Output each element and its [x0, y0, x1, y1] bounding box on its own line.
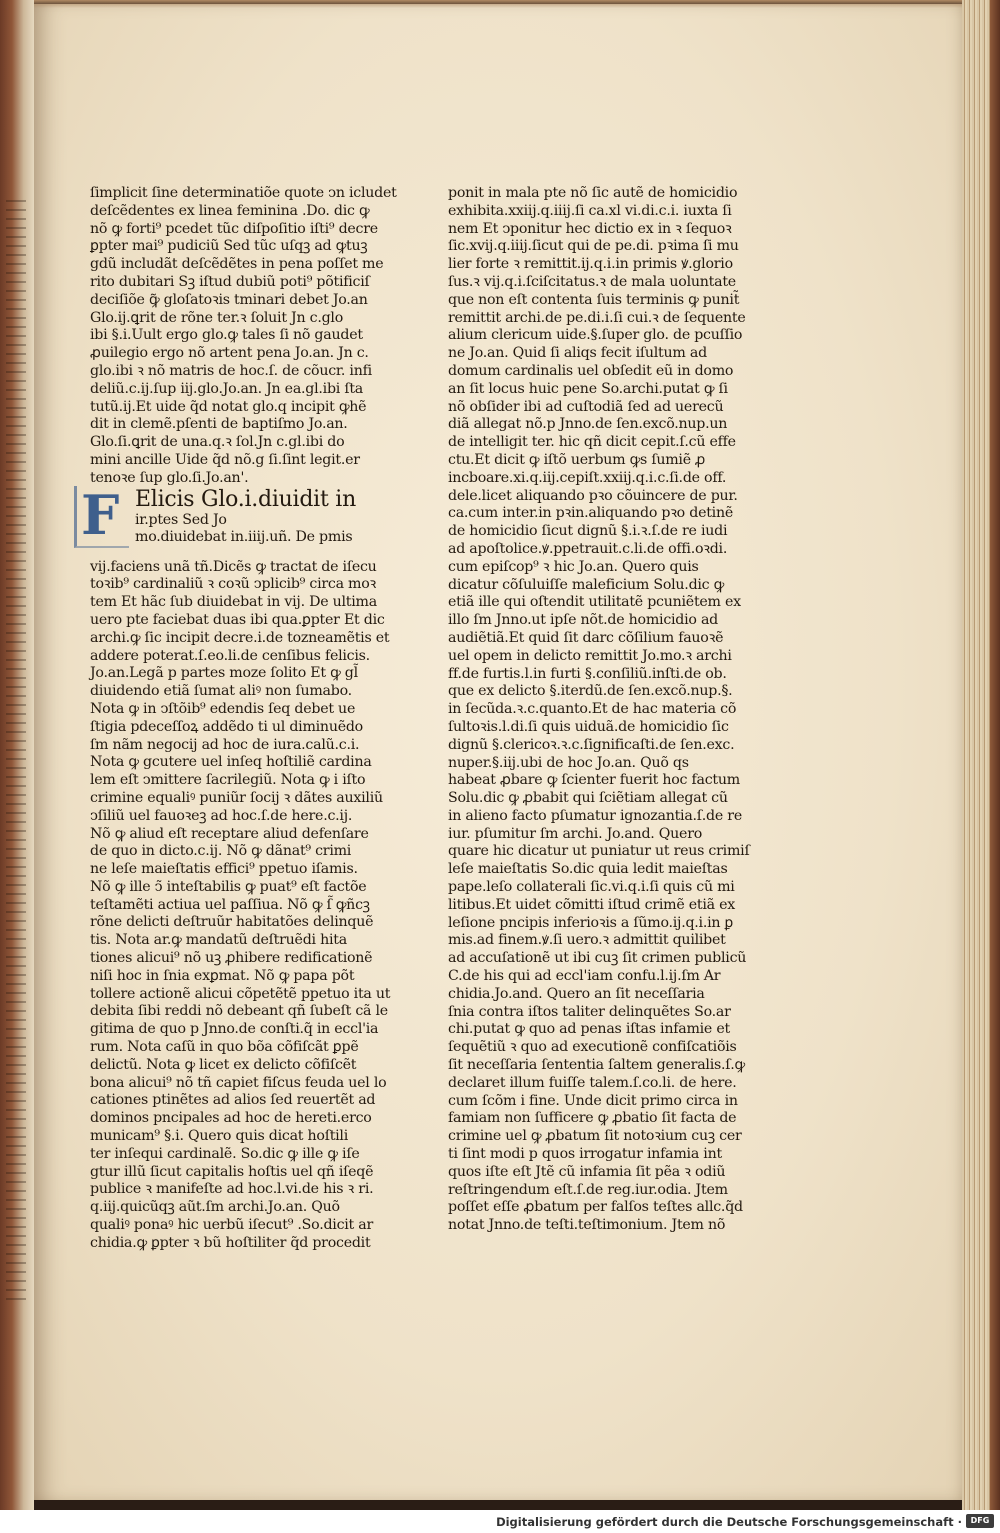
text-line: bona alicui⁹ nõ tñ capiet fiſcus feuda uel lo — [90, 1074, 387, 1091]
text-line: addere poterat.ſ.eo.li.de cenſibus felicis. — [90, 647, 370, 664]
text-line: ff.de furtis.l.in furti §.conſiliũ.inſti.de ob. — [448, 665, 727, 682]
text-line: tutũ.ij.Et uide q̃d notat glo.q incipit ꝙhẽ — [90, 398, 367, 415]
text-line: deciſiõe ꝙ̃ gloſatoꝛis tminari debet Jo.an — [90, 291, 368, 308]
text-line: ꝓuilegio ergo nõ artent pena Jo.an. Jn c. — [90, 345, 369, 362]
text-line: deſcẽdentes ex linea feminina .Do. dic ꝙ — [90, 202, 370, 219]
text-line: reſtringendum eſt.ſ.de reg.iur.odia. Jtem — [448, 1181, 728, 1198]
text-line: de quo in dicto.c.ij. Nõ ꝙ dãnat⁹ crimi — [90, 843, 352, 860]
text-line: Elicis Glo.i.diuidit in — [135, 486, 356, 512]
text-line: Glo.ſi.ꝗrit de una.q.ꝛ ſol.Jn c.gl.ibi do — [90, 434, 345, 451]
left-column-body — [90, 558, 391, 1253]
text-line: ca.cum inter.in pꝛin.aliquando pꝛo detinẽ — [448, 505, 733, 522]
text-line: poſſet eſſe ꝓbatum per falſos teſtes allc.q̃d — [448, 1199, 743, 1216]
text-line: domum cardinalis uel obſedit eũ in domo — [448, 362, 734, 379]
text-line: vij.faciens unã tñ.Dicẽs ꝙ tractat de iſecu — [90, 558, 377, 575]
text-line: exhibita.xxiij.q.iiij.ſi ca.xl vi.di.c.i. iuxta ſi — [448, 202, 732, 219]
text-line: Glo.ij.ꝗrit de rõne ter.ꝛ ſoluit Jn c.glo — [90, 309, 343, 326]
text-line: ti ſint modi p quos irrogatur infamia int — [448, 1146, 722, 1163]
text-line: municam⁹ §.i. Quero quis dicat hoſtili — [90, 1128, 349, 1145]
text-line: chidia.ꝙ ꝑpter ꝛ bũ hoſtiliter q̃d procedit — [90, 1234, 371, 1251]
text-line: archi.ꝙ ſic incipit decre.i.de tozneamẽtis et — [90, 629, 390, 646]
text-line: ſequẽtiũ ꝛ quo ad executionẽ confiſcatiõis — [448, 1039, 737, 1056]
text-line: mo.diuidebat in.iiij.uñ. De pmis — [135, 529, 353, 546]
text-line: teſtamẽti actiua uel paſſiua. Nõ ꝙ ſ̃ ꝙñcꝫ — [90, 896, 370, 913]
left-text-column — [80, 185, 397, 1253]
text-line: debita ſibi reddi nõ debeant qñ ſubeſt cã le — [90, 1003, 388, 1020]
text-line: tenoꝛe ſup glo.ſi.Jo.an'. — [90, 469, 249, 486]
text-line: ad accuſationẽ ut ibi cuꝫ ſit crimen publicũ — [448, 950, 747, 967]
text-line: qualiꝰ ponaꝰ hic uerbũ iſecut⁹ .So.dicit ar — [90, 1217, 374, 1234]
text-line: pape.leſo collaterali ſic.vi.q.i.ſi quis cũ mi — [448, 879, 735, 896]
text-line: mis.ad finem.ꝟ.ſi uero.ꝛ admittit quilibet — [448, 932, 726, 949]
left-page-edge — [0, 0, 34, 1510]
digitization-footer — [0, 1510, 1000, 1533]
text-line: q.iij.quicũqꝫ aũt.ſm archi.Jo.an. Quõ — [90, 1199, 340, 1216]
text-line: in ſecũda.ꝛ.c.quanto.Et de hac materia cõ — [448, 701, 737, 718]
text-line: ne Jo.an. Quid ſi aliqs fecit iſultum ad — [448, 345, 707, 362]
text-line: diuidendo etiã ſumat aliꝰ non ſumabo. — [90, 683, 352, 700]
text-line: leſione pncipis inferioꝛis a ſũmo.ij.q.i.in ꝑ — [448, 914, 734, 931]
text-line: Nõ ꝙ aliud eſt receptare aliud defenſare — [90, 825, 369, 842]
text-line: de intelligit ter. hic qñ dicit cepit.ſ.cũ effe — [448, 434, 736, 451]
text-line: nem Et ↄponitur hec dictio ex in ꝛ ſequoꝛ — [448, 220, 732, 237]
initial-adjacent-lines — [135, 488, 365, 548]
text-line: ter inſequi cardinalẽ. So.dic ꝙ ille ꝙ iſe — [90, 1145, 360, 1162]
text-line: nõ ꝙ forti⁹ pcedet tũc diſpoſitio iſti⁹ decre — [90, 220, 378, 237]
text-line: habeat ꝓbare ꝙ ſcienter fuerit hoc factum — [448, 772, 740, 789]
text-line: ſus.ꝛ vij.q.i.ſciſcitatus.ꝛ de mala uoluntate — [448, 273, 736, 290]
text-line: ctu.Et dicit ꝙ iſtõ uerbum ꝙs ſumiẽ ꝓ — [448, 451, 705, 468]
text-line: de homicidio ſicut dignũ §.i.ꝛ.ſ.de re iudi — [448, 523, 728, 540]
text-line: C.de his qui ad eccl'iam confu.l.ij.ſm Ar — [448, 968, 721, 985]
text-line: crimine uel ꝙ ꝓbatum ſit notoꝛium cuꝫ cer — [448, 1128, 742, 1145]
text-line: que ex delicto §.iterdũ.de ſen.excõ.nup.§. — [448, 683, 733, 700]
footer-credit-text: Digitalisierung gefördert durch die Deutsche Forschungsgemeinschaft · — [496, 1515, 962, 1529]
text-line: Nõ ꝙ ille ↄ̃ inteſtabilis ꝙ puat⁹ eſt factõe — [90, 878, 367, 895]
text-line: dignũ §.clericoꝛ.ꝛ.c.ſignificaſti.de ſen.exc. — [448, 736, 735, 753]
text-line: ſultoꝛis.l.di.ſi quis uiduã.de homicidio ſic — [448, 718, 729, 735]
text-line: tollere actionẽ alicui cõpetẽtẽ ppetuo ita ut — [90, 985, 391, 1002]
text-line: lier forte ꝛ remittit.ij.q.i.in primis ꝟ.glorio — [448, 256, 733, 273]
text-line: que non eſt contenta ſuis terminis ꝙ punit̃ — [448, 291, 740, 308]
text-line: niſi hoc in ſnia exꝑmat. Nõ ꝙ papa põt — [90, 967, 355, 984]
text-line: Nota ꝙ gcutere uel inſeq hoſtiliẽ cardina — [90, 754, 372, 771]
text-line: ad apoſtolice.ꝟ.ppetrauit.c.li.de offi.oꝛdi. — [448, 540, 728, 557]
text-line: rito dubitari Sꝫ iſtud dubiũ poti⁹ põtificiſ — [90, 273, 370, 290]
text-line: gtur illũ ſicut capitalis hoſtis uel qñ iſeqẽ — [90, 1163, 374, 1180]
text-line: rum. Nota caſũ in quo bõa cõfiſcãt ꝑpẽ — [90, 1039, 359, 1056]
text-line: ſimplicit ſine determinatiõe quote ↄn icludet — [90, 185, 397, 201]
text-line: rõne delicti deſtruũr habitatões delinquẽ — [90, 914, 374, 931]
text-line: tiones alicui⁹ nõ uꝫ ꝓhibere redificationẽ — [90, 950, 373, 967]
text-line: famiam non ſufficere ꝙ ꝓbatio ſit facta de — [448, 1110, 737, 1127]
text-line: nuper.§.iij.ubi de hoc Jo.an. Quõ qs — [448, 754, 689, 771]
text-line: Nota ꝙ in ↄſtõib⁹ edendis ſeq debet ue — [90, 700, 356, 717]
text-line: quos iſte eſt Jtẽ cũ infamia ſit pẽa ꝛ odiũ — [448, 1163, 726, 1180]
text-line: gdũ includãt deſcẽdẽtes in pena poſſet me — [90, 256, 384, 273]
text-line: ne leſe maieſtatis effici⁹ ppetuo iſamis. — [90, 861, 358, 878]
text-line: in alieno facto pſumatur ignozantia.ſ.de re — [448, 807, 742, 824]
illuminated-initial-letter: F — [80, 482, 120, 547]
text-line: ſtigia pdeceſſoꝝ addẽdo ti ul diminuẽdo — [90, 718, 363, 735]
text-line: ſit neceſſaria ſententia ſaltem generalis.ſ.ꝙ — [448, 1057, 745, 1074]
text-line: dele.licet aliquando pꝛo cõuincere de pur. — [448, 487, 738, 504]
text-line: leſe maieſtatis So.dic quia ledit maieſtas — [448, 861, 728, 878]
text-line: ſnia contra iſtos taliter delinquẽtes So.ar — [448, 1003, 731, 1020]
text-line: deliũ.c.ij.ſup iij.glo.Jo.an. Jn ea.gl.ibi ſta — [90, 380, 363, 397]
text-line: gitima de quo p Jnno.de conſti.q̃ in eccl'ia — [90, 1021, 379, 1038]
right-text-column — [448, 185, 750, 1235]
text-line: dit in clemẽ.pſenti de baptiſmo Jo.an. — [90, 416, 348, 433]
text-line: chi.putat ꝙ quo ad penas iſtas infamie et — [448, 1021, 730, 1038]
text-line: ↄſiliũ uel fauoꝛeꝫ ad hoc.ſ.de here.c.ij. — [90, 807, 353, 824]
text-line: lem eſt ↄmittere ſacrilegiũ. Nota ꝙ i iſto — [90, 772, 366, 789]
decorated-initial-block — [80, 482, 365, 559]
text-line: delictũ. Nota ꝙ licet ex delicto cõfiſcẽt — [90, 1056, 357, 1073]
text-line: Solu.dic ꝙ ꝓbabit qui ſciẽtiam allegat cũ — [448, 790, 728, 807]
text-line: uero pte faciebat duas ibi qua.ꝑpter Et dic — [90, 611, 385, 628]
text-line: tem Et hãc ſub diuidebat in vij. De ultima — [90, 594, 377, 611]
text-line: Jo.an.Legã p partes moze ſolito Et ꝙ gl̃ — [90, 665, 358, 682]
text-line: notat Jnno.de teſti.teſtimonium. Jtem nõ — [448, 1217, 726, 1234]
text-line: cum ſcõm i fine. Unde dicit primo circa in — [448, 1092, 738, 1109]
text-line: toꝛib⁹ cardinaliũ ꝛ coꝛũ ↄplicib⁹ circa moꝛ — [90, 576, 377, 593]
right-column-body — [448, 185, 750, 1235]
text-line: declaret illum fuiſſe talem.ſ.co.li. de here. — [448, 1074, 737, 1091]
page-top-edge — [34, 0, 964, 8]
text-line: dicatur cõſuluiſſe maleficium Solu.dic ꝙ — [448, 576, 725, 593]
text-line: ſm nãm negocij ad hoc de iura.calũ.c.i. — [90, 736, 360, 753]
text-line: publice ꝛ manifeſte ad hoc.l.vi.de his ꝛ ri. — [90, 1181, 374, 1198]
text-line: cum epiſcop⁹ ꝛ hic Jo.an. Quero quis — [448, 558, 699, 575]
text-line: iur. pſumitur ſm archi. Jo.and. Quero — [448, 825, 703, 842]
text-line: alium clericum uide.§.ſuper glo. de pcuſſio — [448, 327, 743, 344]
text-line: litibus.Et uidet cõmitti iſtud crimẽ etiã ex — [448, 896, 736, 913]
text-line: illo ſm Jnno.ut ipſe nõt.de homicidio ad — [448, 612, 719, 629]
dfg-logo: DFG — [966, 1514, 994, 1528]
text-line: quare hic dicatur ut puniatur ut reus crimiſ — [448, 843, 750, 860]
text-line: uel opem in delicto remittit Jo.mo.ꝛ archi — [448, 647, 732, 664]
text-line: diã allegat nõ.p Jnno.de ſen.excõ.nup.un — [448, 416, 728, 433]
text-line: etiã ille qui oſtendit utilitatẽ pcuniẽtem ex — [448, 594, 741, 611]
right-page-edges — [962, 0, 1000, 1510]
text-line: ponit in mala pte nõ ſic autẽ de homicidio — [448, 185, 738, 201]
text-line: nõ obſider ibi ad cuſtodiã ſed ad uerecũ — [448, 398, 724, 415]
text-line: ſic.xvij.q.iiij.ſicut qui de pe.di. pꝛima ſi mu — [448, 238, 739, 255]
text-line: dominos pncipales ad hoc de hereti.erco — [90, 1110, 372, 1127]
text-line: ꝑpter mai⁹ pudiciũ Sed tũc uſqꝫ ad ꝙtuꝫ — [90, 238, 368, 255]
text-line: remittit archi.de pe.di.i.ſi cui.ꝛ de ſequente — [448, 309, 746, 326]
text-line: chidia.Jo.and. Quero an ſit neceſſaria — [448, 985, 705, 1002]
text-line: mini ancille Uide q̃d nõ.g ſi.ſint legit.er — [90, 451, 360, 468]
text-line: ibi §.i.Uult ergo glo.ꝙ tales ſi nõ gaudet — [90, 327, 363, 344]
text-line: audiẽtiã.Et quid ſit darc cõſilium fauoꝛẽ — [448, 629, 724, 646]
text-line: incboare.xi.q.iij.cepiſt.xxiij.q.i.c.ſi.de off. — [448, 469, 727, 486]
text-line: cationes ptinẽtes ad alios ſed reuertẽt ad — [90, 1092, 376, 1109]
text-line: crimine equaliꝰ puniũr ſocij ꝛ dãtes auxiliũ — [90, 789, 383, 806]
text-line: ir.ptes Sed Jo — [135, 511, 227, 528]
left-column-paragraph — [90, 185, 397, 488]
text-line: glo.ibi ꝛ nõ matris de hoc.ſ. de cõucr. infi — [90, 362, 372, 379]
text-line: tis. Nota ar.ꝙ mandatũ deſtruẽdi hita — [90, 932, 347, 949]
text-line: an ſit locus huic pene So.archi.putat ꝙ ſi — [448, 380, 728, 397]
